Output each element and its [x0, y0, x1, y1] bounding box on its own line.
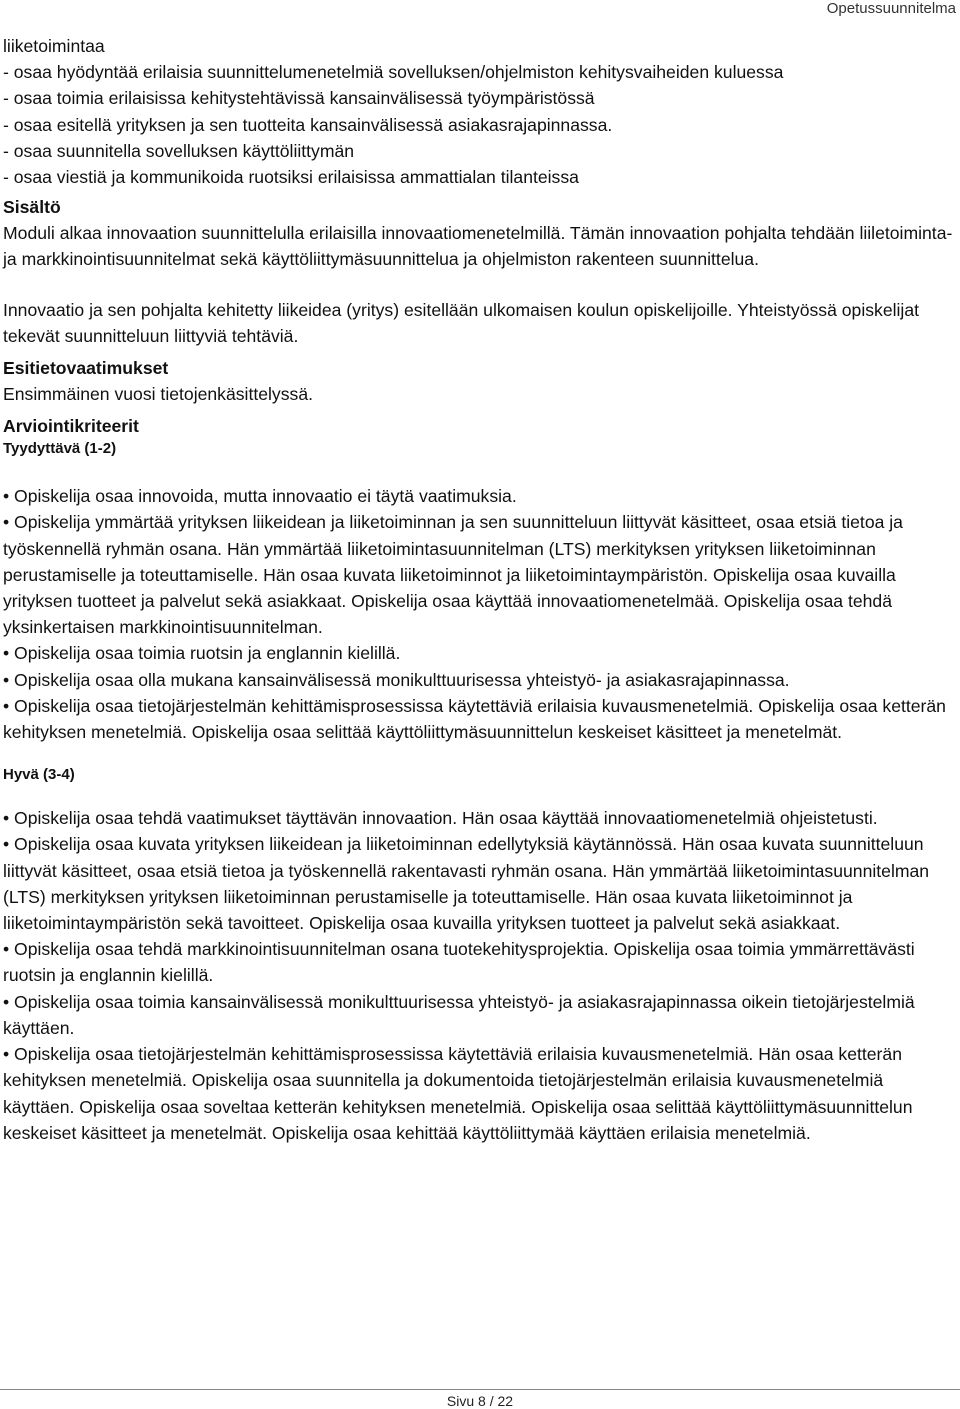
criteria-item: • Opiskelija osaa tietojärjestelmän kehittämisprosessissa käytettäviä erilaisia kuvausmenetelmiä. Opiskelija osaa ketterän kehityksen menetelmiä. Opiskelija osaa selittää käyttöliittymäsuunnittelun keskeiset käsitteet ja menetelmät.	[3, 695, 946, 743]
section-heading-esitietovaatimukset: Esitietovaatimukset	[3, 358, 169, 379]
document-type-label: Opetussuunnitelma	[826, 0, 956, 17]
sisalto-paragraph: Innovaatio ja sen pohjalta kehitetty liikeidea (yritys) esitellään ulkomaisen koulun opiskelijoille. Yhteistyössä opiskelijat tekevät suunnitteluun liittyviä tehtäviä.	[3, 299, 920, 346]
grade-label-hyva: Hyvä (3-4)	[3, 766, 75, 784]
intro-line: liiketoimintaa	[3, 36, 105, 56]
criteria-item: • Opiskelija osaa kuvata yrityksen liikeidean ja liiketoiminnan edellytyksiä käytännössä. Hän osaa kuvata suunnitteluun liittyvät käsitteet, osaa etsiä tietoa ja työskennellä rakentavasti ryhmän osana. Hän ymmärtää liiketoimintasuunnitelman (LTS) merkityksen yrityksen liiketoiminnan perustamiselle ja toteuttamiselle. Hän osaa kuvata liiketoiminnot ja liiketoimintaympäristön sekä tavoitteet. Opiskelija osaa kuvailla yrityksen tuotteet ja palvelut sekä asiakkaat.	[3, 834, 930, 934]
criteria-item: • Opiskelija osaa toimia ruotsin ja englannin kielillä.	[3, 643, 401, 664]
intro-line: - osaa suunnitella sovelluksen käyttöliittymän	[3, 140, 355, 161]
section-heading-arviointikriteerit: Arviointikriteerit	[3, 416, 139, 437]
criteria-item: • Opiskelija osaa olla mukana kansainvälisessä monikulttuurisessa yhteistyö- ja asiakasrajapinnassa.	[3, 669, 790, 690]
sisalto-paragraph: Moduli alkaa innovaation suunnittelulla erilaisilla innovaatiomenetelmillä. Tämän innovaation pohjalta tehdään liiletoiminta- ja markkinointisuunnitelmat sekä käyttöliittymäsuunnittelua ja ohjelmiston rakenteen suunnittelua.	[3, 223, 953, 270]
grade-label-tyydyttava: Tyydyttävä (1-2)	[3, 440, 117, 458]
criteria-item: • Opiskelija osaa tietojärjestelmän kehittämisprosessissa käytettäviä erilaisia kuvausmenetelmiä. Hän osaa ketterän kehityksen menetelmiä. Opiskelija osaa suunnitella ja dokumentoida tietojärjestelmän erilaisia kuvausmenetelmiä käyttäen. Opiskelija osaa soveltaa ketterän kehityksen menetelmiä. Opiskelija osaa selittää käyttöliittymäsuunnittelun keskeiset käsitteet ja menetelmät. Opiskelija osaa kehittää käyttöliittymää käyttäen erilaisia menetelmiä.	[3, 1044, 913, 1143]
criteria-item: • Opiskelija osaa toimia kansainvälisessä monikulttuurisessa yhteistyö- ja asiakasrajapinnassa oikein tietojärjestelmiä käyttäen.	[3, 991, 915, 1038]
page-number: Sivu 8 / 22	[446, 1393, 514, 1409]
section-heading-sisalto: Sisältö	[3, 197, 61, 218]
criteria-item: • Opiskelija osaa innovoida, mutta innovaatio ei täytä vaatimuksia.	[3, 486, 517, 507]
document-body	[3, 33, 955, 1146]
intro-line: - osaa hyödyntää erilaisia suunnittelumenetelmiä sovelluksen/ohjelmiston kehitysvaiheiden kuluessa	[3, 62, 784, 83]
footer-divider	[0, 1389, 960, 1390]
intro-line: - osaa toimia erilaisissa kehitystehtävissä kansainvälisessä työympäristössä	[3, 88, 595, 109]
intro-line: - osaa esitellä yrityksen ja sen tuotteita kansainvälisessä asiakasrajapinnassa.	[3, 114, 613, 135]
criteria-item: • Opiskelija osaa tehdä markkinointisuunnitelman osana tuotekehitysprojektia. Opiskelija osaa toimia ymmärrettävästi ruotsin ja englannin kielillä.	[3, 939, 915, 986]
criteria-item: • Opiskelija ymmärtää yrityksen liikeidean ja liiketoiminnan ja sen suunnitteluun liittyvät käsitteet, osaa etsiä tietoa ja työskennellä ryhmän osana. Hän ymmärtää liiketoimintasuunnitelman (LTS) merkityksen yrityksen liiketoiminnan perustamiselle ja toteuttamiselle. Hän osaa kuvata liiketoiminnot ja liiketoimintaympäristön. Opiskelija osaa kuvailla yrityksen tuotteet ja palvelut sekä asiakkaat. Opiskelija osaa käyttää innovaatiomenetelmää. Opiskelija osaa tehdä yksinkertaisen markkinointisuunnitelman.	[3, 512, 903, 638]
criteria-item: • Opiskelija osaa tehdä vaatimukset täyttävän innovaation. Hän osaa käyttää innovaatiomenetelmiä ohjeistetusti.	[3, 808, 878, 829]
esitieto-text: Ensimmäinen vuosi tietojenkäsittelyssä.	[3, 384, 313, 405]
intro-line: - osaa viestiä ja kommunikoida ruotsiksi erilaisissa ammattialan tilanteissa	[3, 167, 579, 188]
